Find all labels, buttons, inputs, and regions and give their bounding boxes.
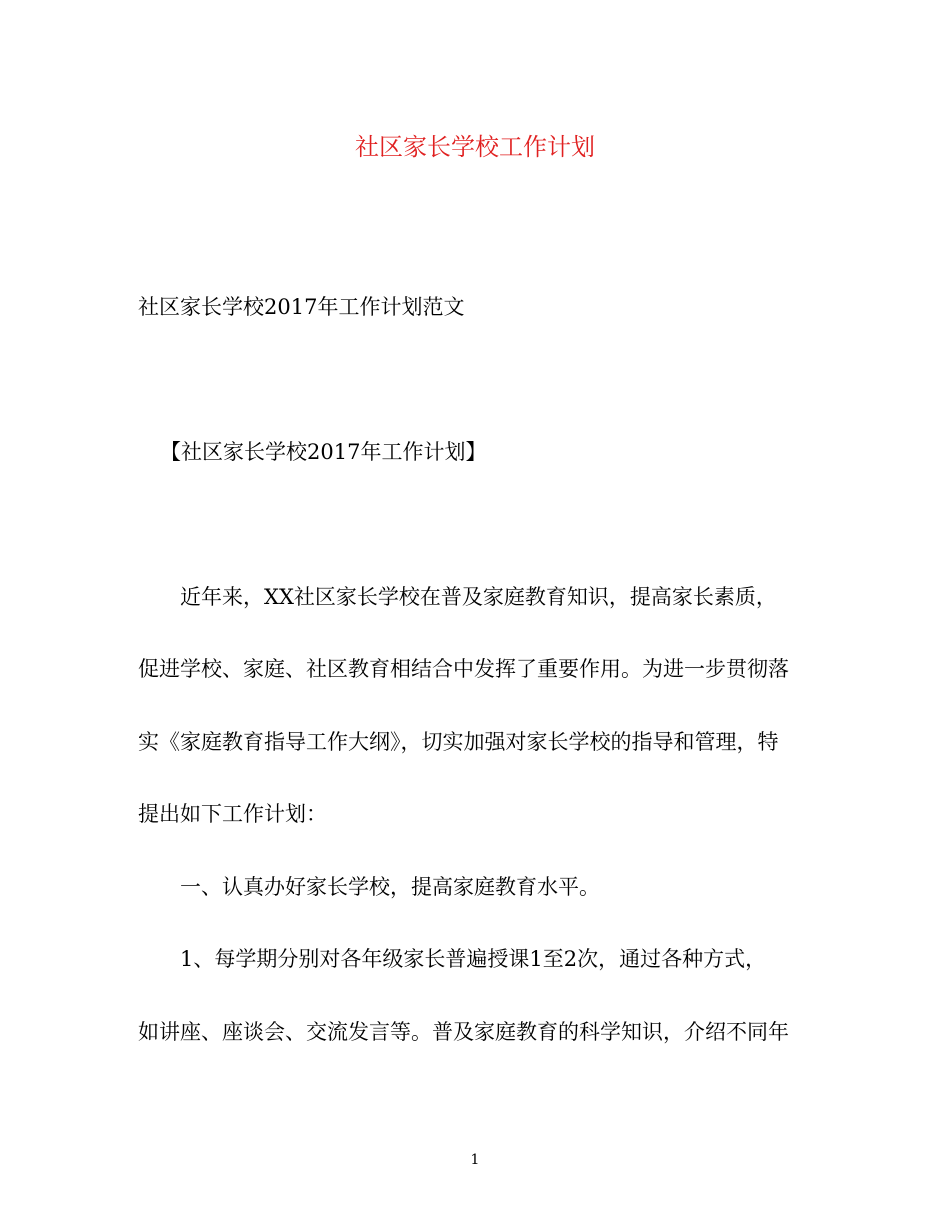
section1-heading: 一、认真办好家长学校，提高家庭教育水平。: [180, 875, 600, 899]
paragraph1-line3: 实《家庭教育指导工作大纲》，切实加强对家长学校的指导和管理，特: [138, 730, 779, 754]
item1-line1: 1、每学期分别对各年级家长普遍授课1至2次，通过各种方式，: [180, 947, 767, 971]
page-number: 1: [470, 1152, 480, 1168]
item1-line2: 如讲座、座谈会、交流发言等。普及家庭教育的科学知识，介绍不同年: [138, 1020, 789, 1044]
paragraph1-line2: 促进学校、家庭、社区教育相结合中发挥了重要作用。为进一步贯彻落: [138, 657, 789, 681]
bracket-heading: 【社区家长学校2017年工作计划】: [160, 440, 487, 464]
paragraph1-line4: 提出如下工作计划：: [138, 802, 327, 826]
paragraph1-line1: 近年来，XX社区家长学校在普及家庭教育知识，提高家长素质，: [180, 585, 777, 609]
document-title: 社区家长学校工作计划: [355, 133, 595, 161]
document-subtitle: 社区家长学校2017年工作计划范文: [138, 295, 465, 319]
